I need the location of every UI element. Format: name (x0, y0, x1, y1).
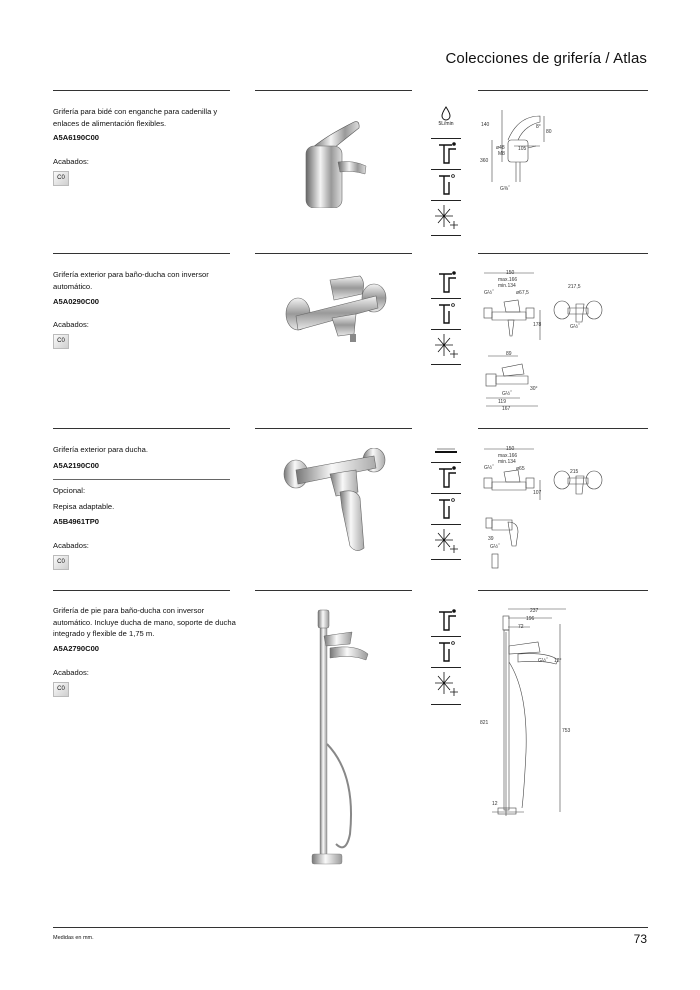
dimension-label: G⅜˝ (500, 186, 510, 192)
dimension-label: 360 (480, 158, 489, 164)
dimension-label: 12° (554, 658, 562, 664)
shelf-icon (431, 446, 461, 463)
product-photo-bidet-tap (256, 108, 416, 208)
dimension-label: 167 (502, 406, 511, 411)
technical-drawing (478, 102, 648, 212)
dimension-label: 105 (518, 146, 527, 152)
dimension-label: 196 (526, 616, 535, 622)
chrome-shine-icon (431, 201, 461, 236)
dimension-label: 237 (530, 608, 539, 614)
finish-swatch: C0 (53, 334, 69, 349)
chrome-shine-icon (431, 330, 461, 365)
finish-swatch: C0 (53, 555, 69, 570)
feature-icons (431, 105, 461, 235)
product-description: Grifería exterior para baño-ducha con inversor automático. (53, 270, 209, 291)
divider (255, 90, 412, 91)
dimension-label: G½˝ (538, 658, 548, 664)
dimension-label: ø48 (496, 145, 505, 151)
optional-text: Repisa adaptable. (53, 502, 115, 511)
dimension-label: G½˝ (484, 290, 494, 296)
divider (255, 590, 412, 591)
product-code: A5A0290C00 (53, 297, 100, 306)
dimension-label: 39 (488, 536, 494, 542)
dimension-label: ø65 (516, 466, 525, 472)
divider (255, 428, 412, 429)
temperature-icon (431, 170, 461, 201)
water-saving-icon (431, 105, 461, 139)
divider (478, 428, 648, 429)
dimension-label: 72 (518, 624, 524, 630)
product-description: Grifería para bidé con enganche para cadenilla y enlaces de alimentación flexibles. (53, 107, 218, 128)
product-code: A5A6190C00 (53, 133, 100, 142)
dimension-label: min.134 (498, 283, 516, 289)
dimension-label: 150 (506, 270, 515, 276)
cold-start-icon (431, 606, 461, 637)
dimension-label: 107 (533, 490, 542, 496)
product-photo-freestanding-mixer (256, 604, 416, 869)
temperature-icon (431, 494, 461, 525)
dimension-label: 80 (546, 129, 552, 135)
product-photo-bath-shower-mixer (256, 270, 416, 350)
dimension-label: 12 (492, 801, 498, 807)
divider (255, 253, 412, 254)
finishes-label: Acabados: (53, 320, 89, 329)
dimension-label: 119 (498, 399, 506, 405)
dimension-label: 89 (506, 351, 512, 357)
technical-drawing (478, 266, 648, 411)
dimension-label: 140 (481, 122, 490, 128)
finishes-label: Acabados: (53, 157, 89, 166)
page-title: Colecciones de grifería / Atlas (445, 50, 647, 67)
divider (53, 428, 230, 429)
finish-swatch: C0 (53, 171, 69, 186)
dimension-label: 821 (480, 720, 489, 726)
cold-start-icon (431, 463, 461, 494)
dimension-label: 178 (533, 322, 542, 328)
dimension-label: 753 (562, 728, 571, 734)
divider (53, 479, 230, 480)
dimension-label: 30° (530, 386, 538, 392)
dimension-label: G½˝ (502, 391, 512, 397)
dimension-label: ø67,5 (516, 290, 529, 296)
divider (478, 590, 648, 591)
finishes-label: Acabados: (53, 541, 89, 550)
flow-rate-label: 5L/min (438, 121, 454, 127)
chrome-shine-icon (431, 525, 461, 560)
technical-drawing (478, 442, 648, 572)
product-photo-shower-mixer (256, 448, 416, 558)
finish-swatch: C0 (53, 682, 69, 697)
product-code: A5A2790C00 (53, 644, 100, 653)
dimension-label: 215 (570, 469, 579, 475)
footer-divider (53, 927, 648, 928)
cold-start-icon (431, 268, 461, 299)
feature-icons (431, 606, 461, 706)
feature-icons (431, 446, 461, 561)
divider (478, 253, 648, 254)
divider (53, 253, 230, 254)
divider (478, 90, 648, 91)
product-code: A5A2190C00 (53, 461, 100, 470)
feature-icons (431, 268, 461, 368)
temperature-icon (431, 299, 461, 330)
finishes-label: Acabados: (53, 668, 89, 677)
chrome-shine-icon (431, 668, 461, 705)
dimension-label: G½˝ (490, 544, 500, 550)
dimension-label: 217,5 (568, 284, 581, 290)
dimension-label: min.134 (498, 459, 516, 465)
product-description: Grifería de pie para baño-ducha con inversor automático. Incluye ducha de mano, soporte de ducha integrado y flexible de 1,75 m. (53, 606, 236, 638)
page-number: 73 (633, 932, 647, 946)
cold-start-icon (431, 139, 461, 170)
optional-code: A5B4961TP0 (53, 517, 100, 526)
dimension-label: max.166 (498, 453, 518, 459)
divider (53, 90, 230, 91)
dimension-label: G½˝ (484, 465, 494, 471)
dimension-label: 150 (506, 446, 515, 452)
dimension-label: 8° (536, 124, 541, 130)
dimension-label: G½˝ (570, 324, 580, 330)
dimension-label: M8 (498, 151, 505, 157)
technical-drawing (478, 602, 648, 827)
optional-label: Opcional: (53, 486, 86, 495)
divider (53, 590, 230, 591)
footnote: Medidas en mm. (53, 935, 94, 941)
temperature-icon (431, 637, 461, 668)
product-description: Grifería exterior para ducha. (53, 445, 148, 454)
dimension-label: max.166 (498, 277, 518, 283)
